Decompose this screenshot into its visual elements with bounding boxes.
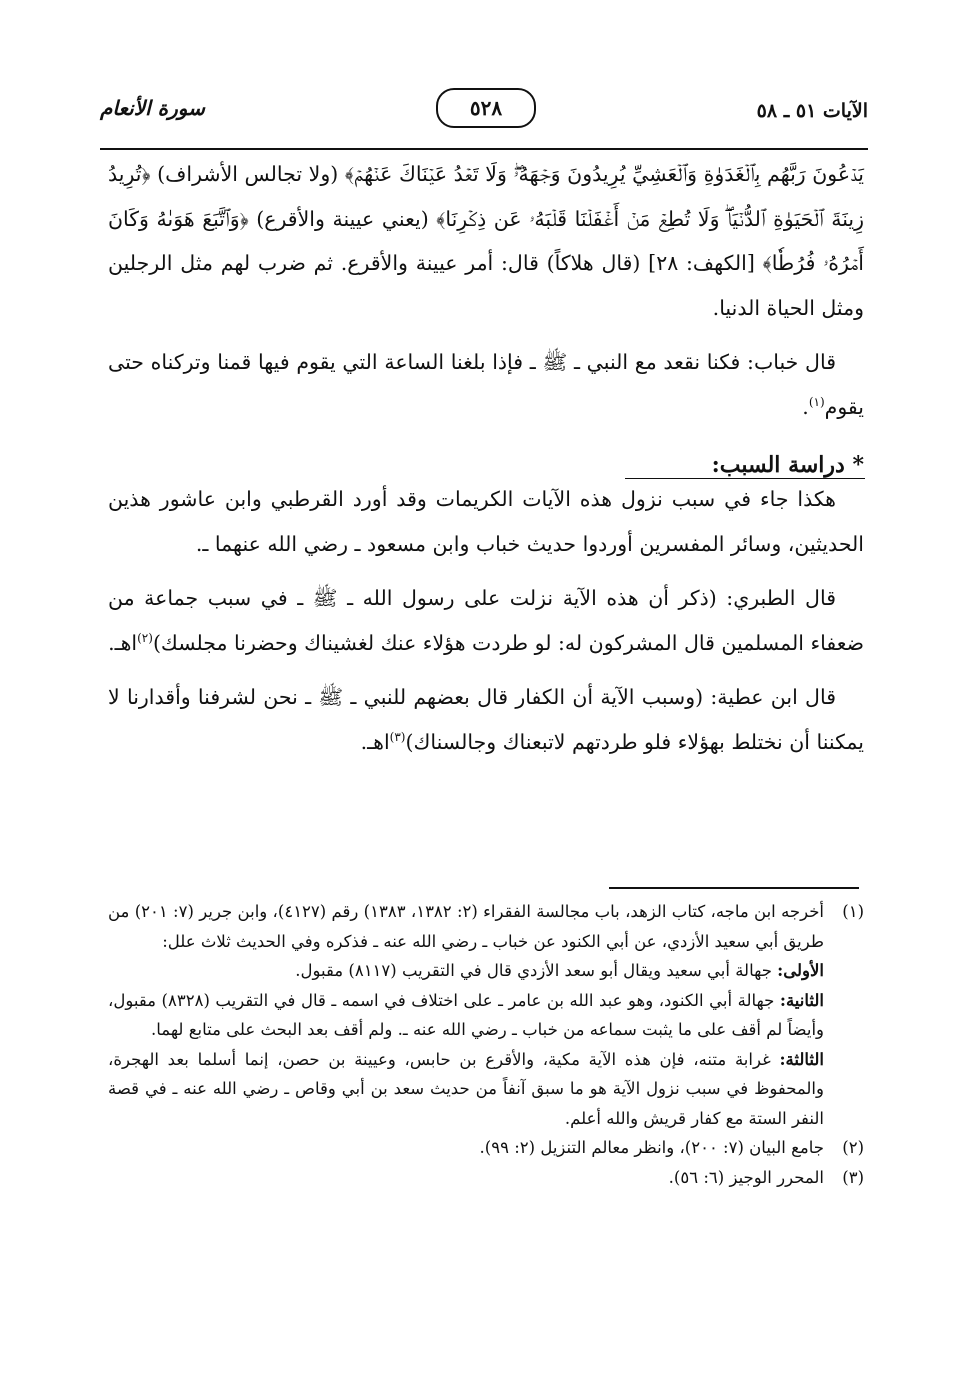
footnote-1-third-text: غرابة متنه، فإن هذه الآية مكية، والأقرع بن حابس، وعيينة بن حصن، إنما أسلما بعد الهجرة، والمحفوظ في سبب نزول الآية هو ما سبق آنفاً من حديث سعد بن أبي وقاص ـ رضي الله عنه ـ في قصة النفر الستة مع كفار قريش والله أعلم. [108,1049,824,1128]
footnote-1-number: (١) [842,902,864,921]
footnote-2-text: جامع البيان (٧: ٢٠٠)، وانظر معالم التنزيل (٢: ٩٩). [479,1138,824,1157]
paragraph-4 [108,576,864,665]
footnotes [108,897,864,1192]
footnote-3-number: (٣) [842,1167,864,1187]
paragraph-2 [108,340,864,429]
paragraph-5-text: قال ابن عطية: (وسبب الآية أن الكفار قال بعضهم للنبي ـ ﷺ ـ نحن لشرفنا وأقدارنا لا يمكننا أن نختلط بهؤلاء فلو طردتهم لاتبعناك وجالسناك) [108,685,864,754]
footnote-separator [609,887,859,889]
footnote-1-first [108,956,824,986]
footnote-1-second [108,986,824,1045]
surah-name: سورة الأنعام [100,96,205,120]
footnote-3 [108,1163,864,1193]
footnote-1-first-label: الأولى: [777,961,824,980]
main-text [108,152,864,764]
page-header [100,88,868,138]
paragraph-2-text: قال خباب: فكنا نقعد مع النبي ـ ﷺ ـ فإذا بلغنا الساعة التي يقوم فيها قمنا وتركناه حتى يقوم [108,350,864,419]
footnote-1-text: أخرجه ابن ماجه، كتاب الزهد، باب مجالسة الفقراء (٢: ١٣٨٢، ١٣٨٣) رقم (٤١٢٧)، وابن جرير (٧: ٢٠١) من طريق أبي سعيد الأزدي، عن أبي الكنود عن خباب ـ رضي الله عنه ـ فذكره وفي الحديث ثلاث علل: [108,902,825,951]
footnote-ref-1: (١) [808,394,825,409]
footnote-1-third [108,1045,824,1134]
paragraph-5-end: اهـ. [360,729,390,754]
footnote-ref-3: (٣) [389,729,406,744]
footnote-1-third-label: الثالثة: [779,1049,824,1069]
footnote-2-number: (٢) [842,1138,864,1157]
paragraph-1: يَدۡعُونَ رَبَّهُم بِٱلۡغَدَوٰةِ وَٱلۡعَشِيِّ يُرِيدُونَ وَجۡهَهُۥۖ وَلَا تَعۡدُ عَيۡنَاكَ عَنۡهُمۡ﴾ (ولا تجالس الأشراف) ﴿تُرِيدُ زِينَةَ ٱلۡحَيَوٰةِ ٱلدُّنۡيَاۖ وَلَا تُطِعۡ مَنۡ أَغۡفَلۡنَا قَلۡبَهُۥ عَن ذِكۡرِنَا﴾ (يعني عيينة والأقرع) ﴿وَٱتَّبَعَ هَوَىٰهُ وَكَانَ أَمۡرُهُۥ فُرُطٗا﴾ [الكهف: ٢٨] (قال هلاكاً) قال: أمر عيينة والأقرع. ثم ضرب لهم مثل الرجلين ومثل الحياة الدنيا. [108,162,864,320]
paragraph-3: هكذا جاء في سبب نزول هذه الآيات الكريمات وقد أورد القرطبي وابن عاشور هذين الحديثين، وسائر المفسرين أوردوا حديث خباب وابن مسعود ـ رضي الله عنهما ـ. [108,487,864,556]
footnote-3-text: المحرر الوجيز (٦: ٥٦). [668,1167,824,1187]
paragraph-5 [108,675,864,764]
page-number: ٥٢٨ [436,88,536,128]
footnote-1-second-text: جهالة أبي الكنود، وهو عبد الله بن عامر ـ على اختلاف في اسمه ـ قال في التقريب (٨٣٢٨) مقبول، وأيضاً لم أقف على ما يثبت سماعه من خباب ـ رضي الله عنه ـ. ولم أقف بعد البحث على متابع لهما. [108,990,824,1039]
verse-range: الآيات ٥١ ـ ٥٨ [756,100,868,122]
paragraph-4-text: قال الطبري: (ذكر أن هذه الآية نزلت على رسول الله ـ ﷺ ـ في سبب جماعة من ضعفاء المسلمين قال المشركون له: لو طردت هؤلاء عنك لغشيناك وحضرنا مجلسك) [108,586,864,655]
paragraph-2-end: . [802,394,809,419]
footnote-2 [108,1133,864,1163]
section-title-underline [625,478,865,479]
paragraph-4-end: اهـ. [108,630,138,655]
header-rule [100,148,868,150]
footnote-ref-2: (٢) [137,630,153,645]
footnote-1-second-label: الثانية: [779,990,825,1010]
section-title: * دراسة السبب: [711,452,864,478]
footnote-1 [108,897,864,1133]
footnote-1-first-text: جهالة أبي سعيد ويقال أبو سعد الأزدي قال في التقريب (٨١١٧) مقبول. [295,961,772,980]
